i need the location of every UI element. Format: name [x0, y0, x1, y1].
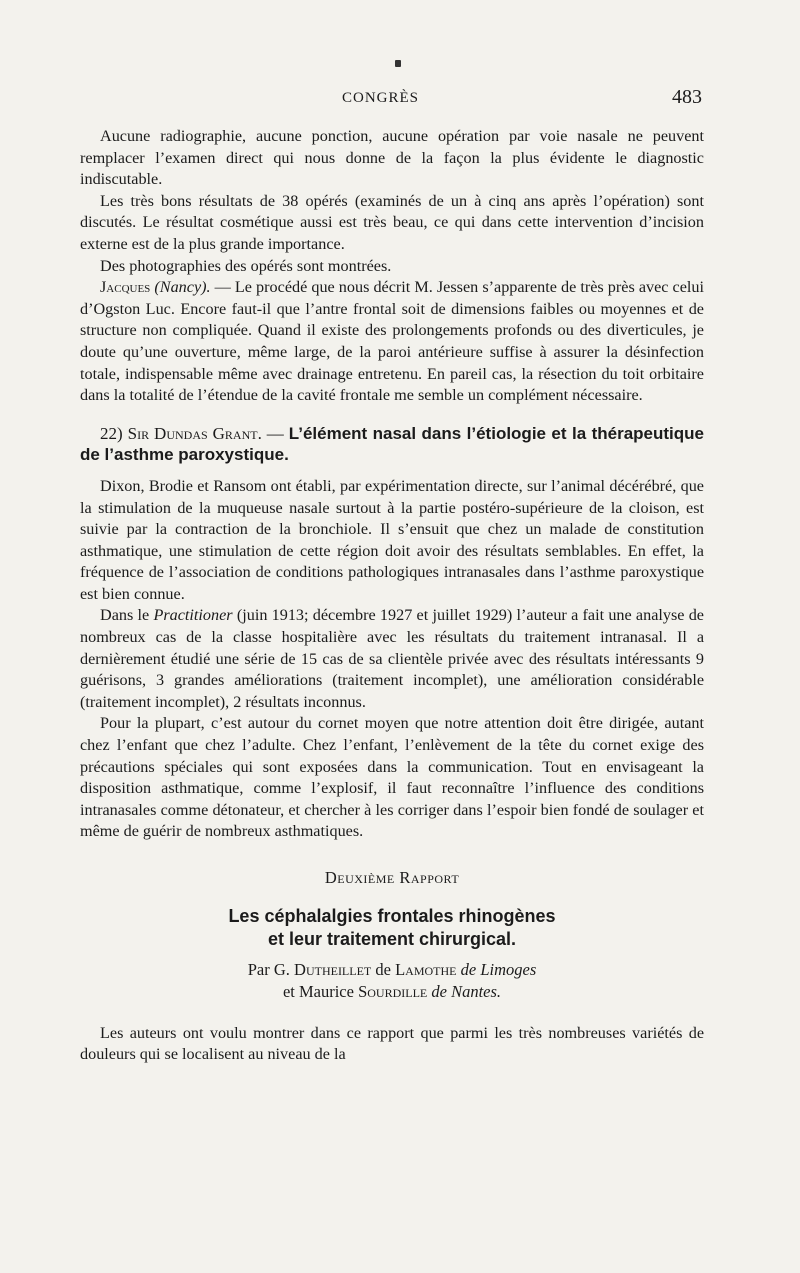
author-name-dutheillet: Dutheillet: [294, 959, 372, 979]
page-header: [80, 86, 702, 112]
author-name-sourdille: Sourdille: [358, 981, 428, 1001]
authors-de: de: [371, 959, 396, 979]
report-title: [80, 905, 704, 951]
paragraph-dixon: Dixon, Brodie et Ransom ont établi, par expérimentation directe, sur l’animal décérébré, que la stimulation de la muqueuse nasale surtout à la partie postéro-supérieure de la cloison, est suivie par la contraction de la bronchiole. Il s’ensuit que chez un malade de constitution asthmatique, une stimulation de cette région doit avoir des résultats semblables. En effet, la fréquence de l’association de conditions pathologiques intranasales dans l’asthme paroxystique est bien connue.: [80, 476, 704, 603]
section-number: 22): [100, 423, 123, 443]
journal-title: Practitioner: [153, 606, 233, 625]
rapport-heading: Deuxième Rapport: [324, 868, 460, 887]
report-title-line1: Les céphalalgies frontales rhinogènes: [228, 905, 556, 926]
speaker-name: Jacques: [100, 278, 151, 297]
section-author: Sir Dundas Grant.: [127, 423, 262, 443]
practitioner-prefix: Dans le: [100, 606, 154, 625]
report-title-line2: et leur traitement chirurgical.: [267, 928, 517, 949]
author-name-lamothe: Lamothe: [395, 959, 457, 979]
page-number: 483: [672, 86, 702, 108]
paragraph-radiographie: Aucune radiographie, aucune ponction, aucune opération par voie nasale ne peuvent remplacer l’examen direct qui nous donne de la façon la plus évidente le diagnostic indiscutable.: [80, 127, 704, 189]
authors-et: et Maurice: [282, 981, 359, 1001]
paragraph-auteurs: Les auteurs ont voulu montrer dans ce rapport que parmi les très nombreuses variétés de douleurs qui se localisent au niveau de la: [80, 1023, 704, 1064]
jacques-text: — Le procédé que nous décrit M. Jessen s’apparente de très près avec celui d’Ogston Luc. Encore faut-il que l’antre frontal soit de dimensions faibles ou moyennes et de structure non compliquée. Quand il existe des prolongements profonds ou des diverticules, je doute qu’une ouverture, même large, de la paroi antérieure suffise à assurer la désinfection totale, indispensable même avec drainage entretenu. En pareil cas, la résection du toit orbitaire dans la totalité de l’étendue de la cavité frontale me semble un complément nécessaire.: [80, 278, 704, 405]
ink-mark: [395, 60, 401, 67]
author-city-limoges: de Limoges: [456, 959, 537, 979]
section-22-heading: [80, 423, 704, 466]
running-head: CONGRÈS: [342, 90, 420, 106]
paragraph-jacques: [80, 277, 704, 407]
speaker-city: (Nancy).: [154, 278, 211, 297]
report-authors: [80, 959, 704, 1003]
section-dash: —: [261, 423, 289, 443]
section-title: L’élément nasal dans l’étiologie et la thérapeutique de l’asthme paroxystique.: [80, 423, 705, 465]
page-body: [80, 126, 704, 1066]
practitioner-text: (juin 1913; décembre 1927 et juillet 1929) l’auteur a fait une analyse de nombreux cas de la classe hospitalière avec les résultats du traitement intranasal. Il a dernièrement étudié une série de 15 cas de sa clientèle privée avec des résultats intéressants 9 guérisons, 3 grandes améliorations (traitement incomplet), une amélioration considérable (traitement incomplet), 2 résultats inconnus.: [80, 606, 704, 711]
paragraph-photographies: Des photographies des opérés sont montrées.: [100, 256, 392, 275]
paragraph-resultats: Les très bons résultats de 38 opérés (examinés de un à cinq ans après l’opération) sont discutés. Le résultat cosmétique aussi est très beau, ce qui dans cette intervention d’incision externe est de la plus grande importance.: [80, 191, 704, 253]
author-city-nantes: de Nantes.: [427, 981, 502, 1001]
paragraph-practitioner: [80, 605, 704, 713]
paragraph-cornet: Pour la plupart, c’est autour du cornet moyen que notre attention doit être dirigée, autant chez l’enfant que chez l’adulte. Chez l’enfant, l’enlèvement de la tête du cornet exige des précautions spéciales qui sont exposées dans la communication. Tout en envisageant la disposition asthmatique, comme l’explosif, il faut reconnaître l’influence des conditions intranasales comme détonateur, et chercher à les corriger dans l’espoir bien fondé de soulager et même de guérir de nombreux asthmatiques.: [80, 714, 704, 841]
authors-par: Par G.: [247, 959, 295, 979]
